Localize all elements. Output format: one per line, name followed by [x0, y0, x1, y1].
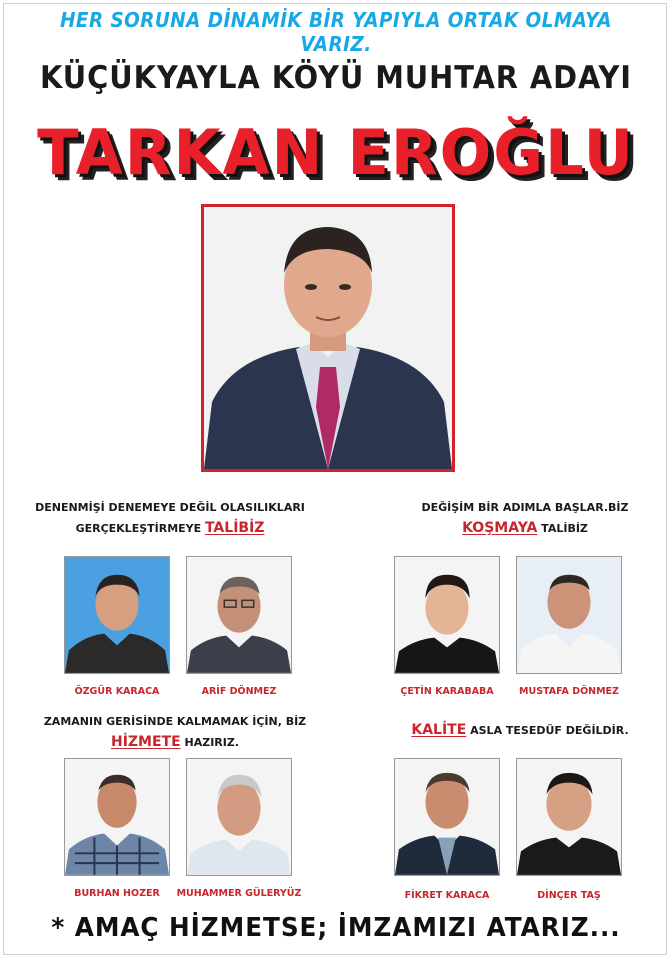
slogan-4-highlight: KALİTE	[411, 722, 467, 738]
slogan-2-line1: DEĞİŞİM BİR ADIMLA BAŞLAR.BİZ	[421, 501, 629, 514]
slogan-4-post: ASLA TESEDÜF DEĞİLDİR.	[466, 724, 629, 737]
member-1-portrait-icon	[65, 557, 169, 673]
member-6-portrait-icon	[187, 759, 291, 875]
slogan-2-highlight: KOŞMAYA	[462, 520, 538, 536]
slogan-2	[385, 498, 665, 539]
member-name-6: MUHAMMER GÜLERYÜZ	[176, 888, 302, 899]
candidate-photo	[201, 204, 455, 472]
slogan-3-line1: ZAMANIN GERİSİNDE KALMAMAK İÇİN, BİZ	[43, 715, 307, 728]
member-photo-1	[64, 556, 170, 674]
slogan-3-post: HAZIRIZ.	[180, 736, 240, 749]
member-8-portrait-icon	[517, 759, 621, 875]
member-5-portrait-icon	[65, 759, 169, 875]
member-name-5: BURHAN HOZER	[74, 888, 160, 899]
member-name-4: MUSTAFA DÖNMEZ	[519, 686, 619, 697]
footer-slogan: * AMAÇ HİZMETSE; İMZAMIZI ATARIZ...	[51, 913, 621, 943]
member-2-portrait-icon	[187, 557, 291, 673]
subtitle: KÜÇÜKYAYLA KÖYÜ MUHTAR ADAYI	[40, 60, 632, 96]
slogan-3	[40, 712, 310, 753]
slogan-2-post: TALİBİZ	[537, 522, 588, 535]
slogan-3-highlight: HİZMETE	[110, 734, 181, 750]
member-name-1: ÖZGÜR KARACA	[74, 686, 160, 697]
member-name-7: FİKRET KARACA	[404, 890, 490, 901]
slogan-1	[20, 498, 320, 539]
candidate-portrait-icon	[204, 207, 452, 469]
slogan-1-highlight: TALİBİZ	[204, 520, 265, 536]
member-photo-8	[516, 758, 622, 876]
member-3-portrait-icon	[395, 557, 499, 673]
slogan-1-pre: GERÇEKLEŞTİRMEYE	[75, 522, 205, 535]
member-photo-7	[394, 758, 500, 876]
member-name-8: DİNÇER TAŞ	[537, 890, 601, 901]
member-photo-6	[186, 758, 292, 876]
member-photo-3	[394, 556, 500, 674]
member-photo-4	[516, 556, 622, 674]
member-photo-2	[186, 556, 292, 674]
member-7-portrait-icon	[395, 759, 499, 875]
slogan-4	[385, 720, 655, 741]
member-4-portrait-icon	[517, 557, 621, 673]
slogan-1-line1: DENENMİŞİ DENEMEYE DEĞİL OLASILIKLARI	[35, 501, 305, 514]
top-slogan: HER SORUNA DİNAMİK BİR YAPIYLA ORTAK OLMAYA VARIZ.	[60, 8, 612, 56]
member-name-3: ÇETİN KARABABA	[400, 686, 494, 697]
member-photo-5	[64, 758, 170, 876]
candidate-name: TARKAN EROĞLU	[37, 116, 635, 189]
member-name-2: ARİF DÖNMEZ	[201, 686, 277, 697]
